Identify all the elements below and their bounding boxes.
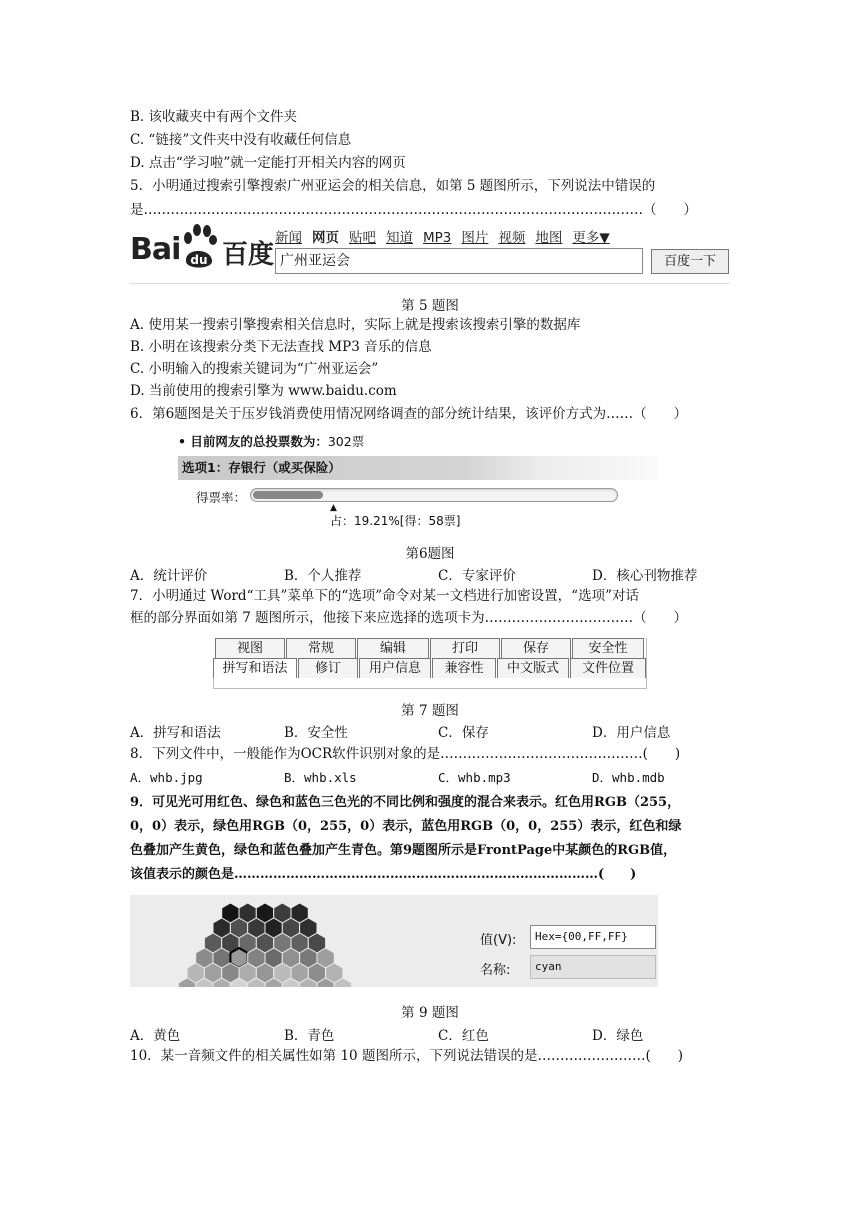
- q6-option-d: D．核心刊物推荐: [592, 568, 698, 584]
- divider: [130, 283, 730, 284]
- question-9-text: 9．可见光可用红色、绿色和蓝色三色光的不同比例和强度的混合来表示。红色用RGB（255，: [130, 795, 681, 810]
- search-button[interactable]: 百度一下: [651, 249, 729, 274]
- figure-7-caption: 第 7 题图: [401, 703, 459, 719]
- color-name-field: cyan: [530, 955, 656, 979]
- question-6-text: 6．第6题图是关于压岁钱消费使用情况网络调查的部分统计结果，该评价方式为……（ ）: [130, 406, 688, 422]
- q7-option-d: D．用户信息: [592, 725, 671, 741]
- option-b-q4: B. 该收藏夹中有两个文件夹: [130, 109, 298, 125]
- tab-track-changes[interactable]: 修订: [298, 658, 358, 678]
- tab-file-locations[interactable]: 文件位置: [570, 658, 646, 678]
- question-5-text: 5．小明通过搜索引擎搜索广州亚运会的相关信息，如第 5 题图所示，下列说法中错误的: [130, 178, 656, 194]
- nav-map[interactable]: 地图: [535, 230, 563, 246]
- nav-news[interactable]: 新闻: [275, 230, 302, 246]
- q7-option-b: B．安全性: [284, 725, 348, 741]
- q5-option-a: A. 使用某一搜索引擎搜索相关信息时，实际上就是搜索该搜索引擎的数据库: [130, 317, 581, 333]
- nav-mp3[interactable]: MP3: [423, 230, 452, 246]
- baidu-search-figure: [130, 224, 730, 286]
- poll-option-label: 选项1：存银行（或买保险）: [178, 456, 658, 480]
- figure-9-caption: 第 9 题图: [401, 1005, 459, 1021]
- tab-compatibility[interactable]: 兼容性: [432, 658, 496, 678]
- q7-option-a: A．拼写和语法: [130, 725, 221, 741]
- name-label: 名称:: [480, 963, 511, 978]
- question-8-text: 8．下列文件中，一般能作为OCR软件识别对象的是………………………………………( ): [130, 746, 681, 762]
- poll-progress-fill: [253, 491, 323, 499]
- question-9-text-2: 0，0）表示，绿色用RGB（0，255，0）表示，蓝色用RGB（0，0，255）表示，红色和绿: [130, 819, 682, 834]
- hex-value-field[interactable]: Hex={00,FF,FF}: [530, 925, 656, 949]
- q5-option-c: C. 小明输入的搜索关键词为“广州亚运会”: [130, 361, 379, 377]
- nav-web[interactable]: 网页: [312, 230, 339, 246]
- tab-security[interactable]: 安全性: [572, 638, 644, 658]
- option-c-q4: C. “链接”文件夹中没有收藏任何信息: [130, 132, 352, 148]
- question-10-text: 10．某一音频文件的相关属性如第 10 题图所示，下列说法错误的是……………………( ): [130, 1048, 683, 1064]
- q6-option-c: C．专家评价: [438, 568, 516, 584]
- nav-tieba[interactable]: 贴吧: [349, 230, 376, 246]
- tab-print[interactable]: 打印: [430, 638, 500, 658]
- search-input[interactable]: 广州亚运会: [275, 248, 643, 274]
- baidu-nav: [275, 226, 620, 246]
- tab-general[interactable]: 常规: [286, 638, 356, 658]
- value-label: 值(V):: [480, 933, 517, 948]
- baidu-logo-cn: 百度: [222, 240, 275, 270]
- nav-zhidao[interactable]: 知道: [386, 230, 413, 246]
- poll-total-title: • 目前网友的总投票数为：302票: [178, 434, 365, 449]
- poll-rate-label: 得票率：: [196, 490, 247, 505]
- question-5-text-cont: 是…………………………………………………………………………………………………（ ）: [130, 202, 697, 218]
- poll-marker-icon: ▲: [330, 503, 337, 513]
- q9-option-b: B．青色: [284, 1028, 335, 1044]
- option-d-q4: D. 点击“学习啦”就一定能打开相关内容的网页: [130, 155, 406, 171]
- tab-save[interactable]: 保存: [501, 638, 571, 658]
- q8-option-a: A．whb.jpg: [130, 770, 203, 785]
- q6-option-a: A．统计评价: [130, 568, 208, 584]
- q8-option-b: B．whb.xls: [284, 770, 357, 785]
- question-9-text-3: 色叠加产生黄色，绿色和蓝色叠加产生青色。第9题图所示是FrontPage中某颜色的RGB值，: [130, 843, 677, 858]
- question-9-text-4: 该值表示的颜色是…………………………………………………………………………( ): [130, 867, 637, 882]
- q9-option-a: A．黄色: [130, 1028, 181, 1044]
- q9-option-c: C．红色: [438, 1028, 489, 1044]
- baidu-paw-logo-icon: [178, 224, 218, 270]
- nav-more[interactable]: 更多▼: [572, 230, 610, 246]
- color-picker-figure: [130, 895, 658, 987]
- tab-spelling-grammar[interactable]: 拼写和语法: [213, 658, 297, 678]
- tab-chinese-typography[interactable]: 中文版式: [497, 658, 569, 678]
- tab-view[interactable]: 视图: [215, 638, 285, 658]
- q6-option-b: B．个人推荐: [284, 568, 362, 584]
- poll-progress-bar: [250, 488, 618, 502]
- color-hexagon-palette: [130, 895, 460, 987]
- poll-result-figure: [178, 430, 658, 530]
- tab-edit[interactable]: 编辑: [357, 638, 429, 658]
- figure-6-caption: 第6题图: [405, 546, 455, 562]
- tab-user-info[interactable]: 用户信息: [359, 658, 431, 678]
- poll-total-count: 302票: [327, 434, 365, 449]
- q5-option-b: B. 小明在该搜索分类下无法查找 MP3 音乐的信息: [130, 339, 432, 355]
- q8-option-d: D．whb.mdb: [592, 770, 665, 785]
- word-options-tabs: [213, 638, 647, 689]
- q5-option-d: D. 当前使用的搜索引擎为 www.baidu.com: [130, 383, 397, 399]
- nav-video[interactable]: 视频: [498, 230, 526, 246]
- figure-5-caption: 第 5 题图: [401, 298, 459, 314]
- baidu-du-text: du: [190, 253, 208, 267]
- question-7-text-cont: 框的部分界面如第 7 题图所示，他接下来应选择的选项卡为……………………………（ ）: [130, 610, 688, 626]
- q9-option-d: D．绿色: [592, 1028, 644, 1044]
- poll-percentage: 占：19.21%[得：58票]: [330, 514, 461, 528]
- q7-option-c: C．保存: [438, 725, 489, 741]
- nav-images[interactable]: 图片: [461, 230, 489, 246]
- q8-option-c: C．whb.mp3: [438, 770, 511, 785]
- baidu-logo-text: Bai: [130, 232, 181, 267]
- question-7-text: 7．小明通过 Word“工具”菜单下的“选项”命令对某一文档进行加密设置，“选项”对话: [130, 588, 639, 604]
